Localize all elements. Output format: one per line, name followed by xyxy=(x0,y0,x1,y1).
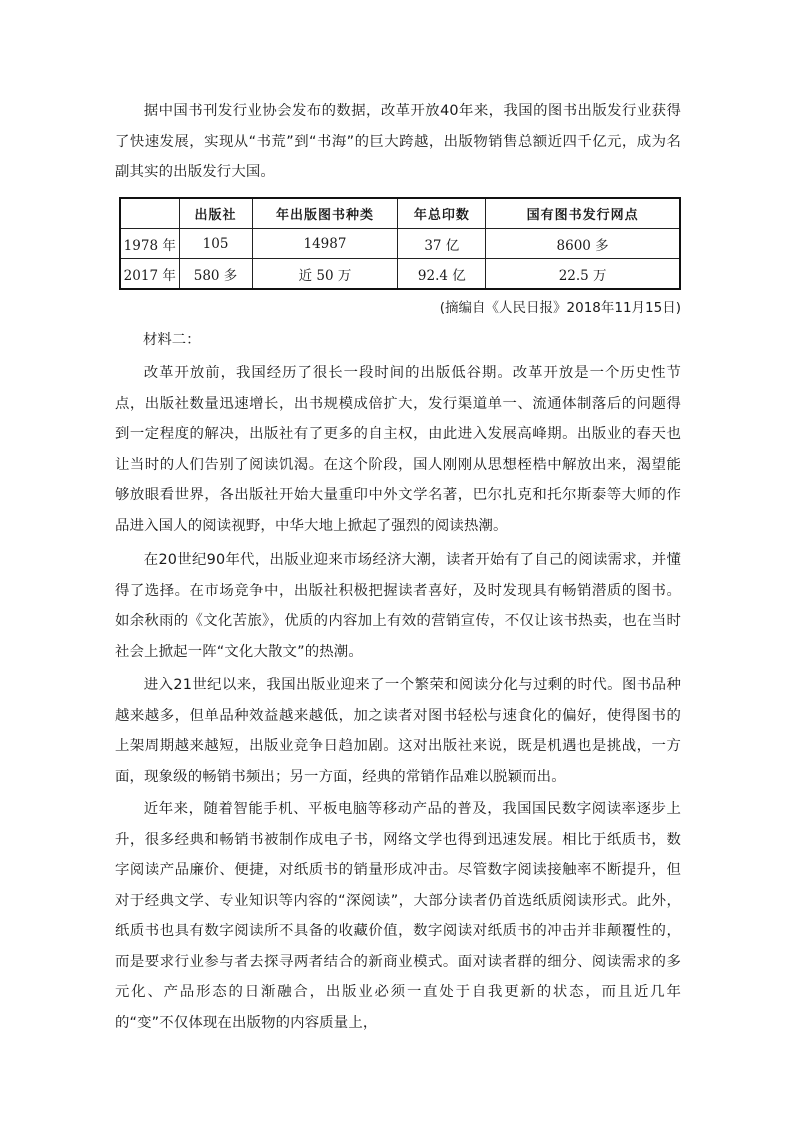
table-cell: 近 50 万 xyxy=(252,259,398,290)
table-header-row xyxy=(120,198,680,229)
table-row xyxy=(120,229,680,259)
intro-paragraph: 据中国书刊发行业协会发布的数据，改革开放40年来，我国的图书出版发行业获得了快速发展，实现从“书荒”到“书海”的巨大跨越，出版物销售总额近四千亿元，成为名副其实的出版发行大国。 xyxy=(115,103,681,180)
table-row xyxy=(120,259,680,290)
source-citation: (摘编自《人民日报》2018年11月15日) xyxy=(439,300,681,316)
material-two-paragraph-3: 进入21世纪以来，我国出版业迎来了一个繁荣和阅读分化与过剩的时代。图书品种越来越多，但单品种效益越来越低，加之读者对图书轻松与速食化的偏好，使得图书的上架周期越来越短，出版业竞争日趋加剧。这对出版社来说，既是机遇也是挑战，一方面，现象级的畅销书频出；另一方面，经典的常销作品难以脱颖而出。 xyxy=(115,677,681,785)
table-header-cell: 国有图书发行网点 xyxy=(486,198,680,229)
table-cell: 8600 多 xyxy=(486,229,680,259)
material-two-paragraph-2: 在20世纪90年代，出版业迎来市场经济大潮，读者开始有了自己的阅读需求，并懂得了选择。在市场竞争中，出版社积极把握读者喜好，及时发现具有畅销潜质的图书。如余秋雨的《文化苦旅》，优质的内容加上有效的营销宣传，不仅让该书热卖，也在当时社会上掀起一阵“文化大散文”的热潮。 xyxy=(115,552,681,660)
table-cell: 1978 年 xyxy=(120,229,179,259)
table-header-cell: 年出版图书种类 xyxy=(252,198,398,229)
publishing-stats-table xyxy=(119,197,681,290)
table-cell: 14987 xyxy=(252,229,398,259)
material-two-paragraph-1: 改革开放前，我国经历了很长一段时间的出版低谷期。改革开放是一个历史性节点，出版社数量迅速增长，出书规模成倍扩大，发行渠道单一、流通体制落后的问题得到一定程度的解决，出版社有了更多的自主权，由此进入发展高峰期。出版业的春天也让当时的人们告别了阅读饥渴。在这个阶段，国人刚刚从思想桎梏中解放出来，渴望能够放眼看世界，各出版社开始大量重印中外文学名著，巴尔扎克和托尔斯泰等大师的作品进入国人的阅读视野，中华大地上掀起了强烈的阅读热潮。 xyxy=(115,365,681,534)
table-cell: 105 xyxy=(179,229,252,259)
table-cell: 2017 年 xyxy=(120,259,179,290)
table-header-cell: 出版社 xyxy=(179,198,252,229)
material-two-heading: 材料二： xyxy=(143,332,201,348)
table-cell: 92.4 亿 xyxy=(398,259,486,290)
table-cell: 37 亿 xyxy=(398,229,486,259)
material-two-paragraph-4: 近年来，随着智能手机、平板电脑等移动产品的普及，我国国民数字阅读率逐步上升，很多经典和畅销书被制作成电子书，网络文学也得到迅速发展。相比于纸质书，数字阅读产品廉价、便捷，对纸质书的销量形成冲击。尽管数字阅读接触率不断提升，但对于经典文学、专业知识等内容的“深阅读”，大部分读者仍首选纸质阅读形式。此外，纸质书也具有数字阅读所不具备的收藏价值，数字阅读对纸质书的冲击并非颠覆性的，而是要求行业参与者去探寻两者结合的新商业模式。面对读者群的细分、阅读需求的多元化、产品形态的日渐融合，出版业必须一直处于自我更新的状态，而且近几年的“变”不仅体现在出版物的内容质量上， xyxy=(115,801,681,1031)
table-header-cell: 年总印数 xyxy=(398,198,486,229)
table-header-cell xyxy=(120,198,179,229)
table-cell: 22.5 万 xyxy=(486,259,680,290)
table-cell: 580 多 xyxy=(179,259,252,290)
